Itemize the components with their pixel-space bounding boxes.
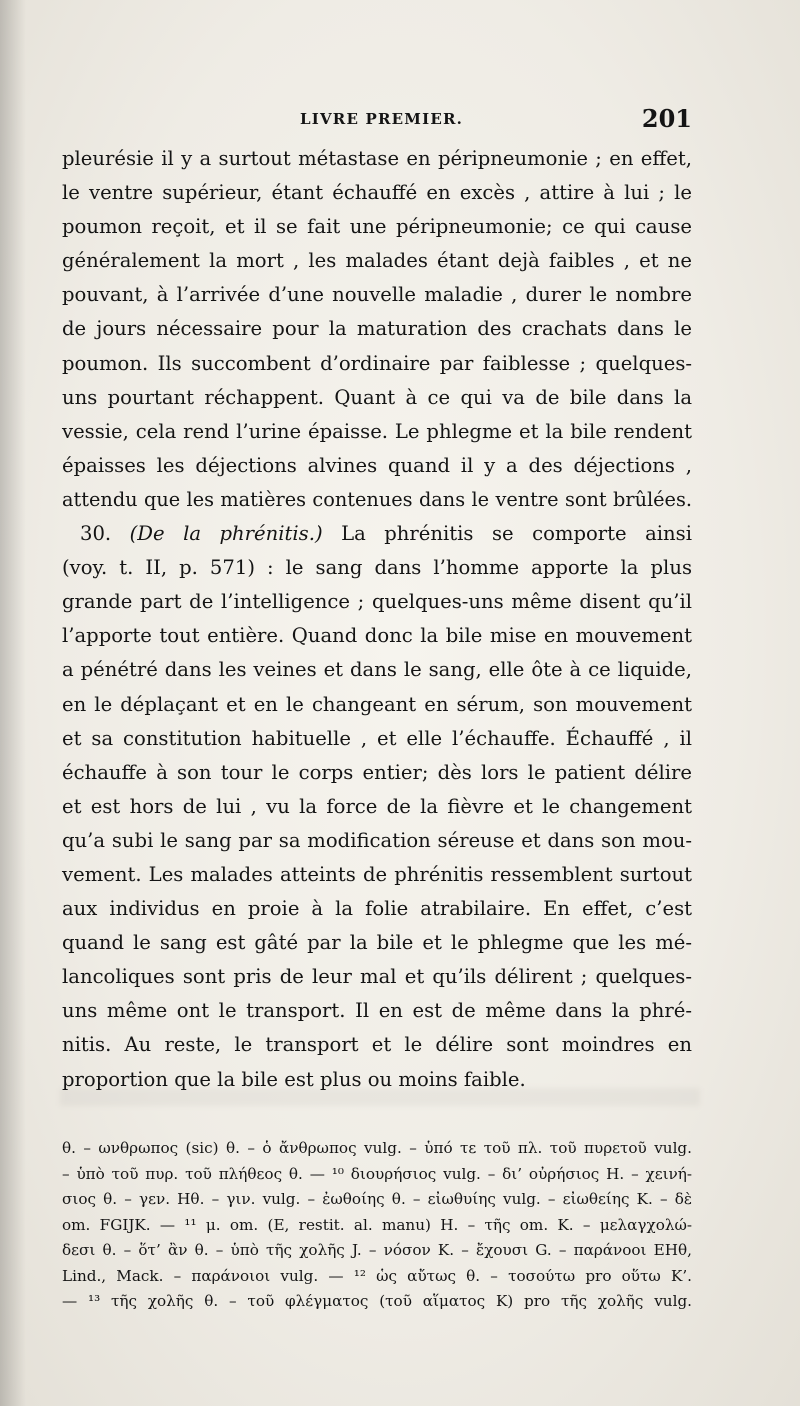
text-line: uns pourtant réchappent. Quant à ce qui va de bile dans la	[62, 385, 692, 409]
footnote-line: Lind., Mack. – παράνοιοι vulg. — ¹² ὡς αὔτως θ. – τοσούτω pro οὕτω K’.	[62, 1266, 692, 1285]
text-line: attendu que les matières contenues dans le ventre sont brûlées.	[62, 487, 692, 511]
text-line: et sa constitution habituelle , et elle l’échauffe. Échauffé , il	[62, 726, 692, 750]
text-line: épaisses les déjections alvines quand il y a des déjections ,	[62, 453, 692, 477]
text-line: l’apporte tout entière. Quand donc la bile mise en mouvement	[62, 624, 692, 648]
section-heading-line	[62, 517, 692, 551]
text-line: a pénétré dans les veines et dans le sang, elle ôte à ce liquide,	[62, 658, 692, 682]
text-line: échauffe à son tour le corps entier; dès lors le patient délire	[62, 760, 692, 784]
text-line: en le déplaçant et en le changeant en sérum, son mouvement	[62, 692, 692, 716]
text-line: proportion que la bile est plus ou moins faible.	[62, 1067, 526, 1091]
running-head	[62, 104, 692, 134]
text-line: uns même ont le transport. Il en est de même dans la phré-	[62, 999, 692, 1023]
text-line: le ventre supérieur, étant échauffé en excès , attire à lui ; le	[62, 181, 692, 205]
footnote-line: δεσι θ. – ὅτ’ ἂν θ. – ὑπὸ τῆς χολῆς J. – νόσον K. – ἔχουσι G. – παράνοοι EHθ,	[62, 1241, 692, 1259]
page-number: 201	[641, 104, 692, 133]
footnote-line: — ¹³ τῆς χολῆς θ. – τοῦ φλέγματος (τοῦ αἵματος K) pro τῆς χολῆς vulg.	[62, 1292, 692, 1310]
text-line: quand le sang est gâté par la bile et le phlegme que les mé-	[62, 931, 692, 955]
footnotes	[62, 1136, 692, 1315]
text-line: qu’a subi le sang par sa modification séreuse et dans son mou-	[62, 828, 692, 852]
page-gutter-shadow	[0, 0, 26, 1406]
section-title: (De la phrénitis.)	[129, 522, 323, 546]
text-line: nitis. Au reste, le transport et le délire sont moindres en	[62, 1033, 692, 1057]
text-line: poumon reçoit, et il se fait une péripneumonie; ce qui cause	[62, 215, 692, 239]
text-line: lancoliques sont pris de leur mal et qu’ils délirent ; quelques-	[62, 965, 692, 989]
text-line: pouvant, à l’arrivée d’une nouvelle maladie , durer le nombre	[62, 283, 692, 307]
text-line: pleurésie il y a surtout métastase en péripneumonie ; en effet,	[62, 147, 692, 170]
footnote-line: – ὑπὸ τοῦ πυρ. τοῦ πλήθεος θ. — ¹⁰ διουρήσιος vulg. – δι’ οὐρήσιος H. – χεινή-	[62, 1164, 692, 1183]
text-line: grande part de l’intelligence ; quelques-uns même disent qu’il	[62, 590, 692, 614]
text-line: généralement la mort , les malades étant dejà faibles , et ne	[62, 249, 692, 273]
footnote-line: om. FGIJK. — ¹¹ μ. om. (E, restit. al. manu) H. – τῆς om. K. – μελαγχολώ-	[62, 1215, 692, 1234]
footnote-line: σιος θ. – γεν. Hθ. – γιν. vulg. – ἐωθοίης θ. – εἰωθυίης vulg. – εἰωθείης K. – δὲ	[62, 1190, 692, 1208]
running-title: LIVRE PREMIER.	[300, 110, 464, 128]
text-line: vement. Les malades atteints de phrénitis ressemblent surtout	[62, 862, 692, 886]
text-line: et est hors de lui , vu la force de la fièvre et le changement	[62, 794, 692, 818]
main-text	[62, 142, 692, 1097]
section-first-line: La phrénitis se comporte ainsi	[341, 522, 692, 546]
footnote-line: θ. – ωνθρωπος (sic) θ. – ὁ ἄνθρωπος vulg. – ὑπό τε τοῦ πλ. τοῦ πυρετοῦ vulg.	[62, 1139, 692, 1157]
text-line: poumon. Ils succombent d’ordinaire par faiblesse ; quelques-	[62, 351, 692, 375]
text-line: vessie, cela rend l’urine épaisse. Le phlegme et la bile rendent	[62, 419, 692, 443]
text-line: de jours nécessaire pour la maturation des crachats dans le	[62, 317, 692, 341]
text-line: (voy. t. II, p. 571) : le sang dans l’homme apporte la plus	[62, 556, 692, 580]
show-through-shadow	[60, 1088, 700, 1106]
text-line: aux individus en proie à la folie atrabilaire. En effet, c’est	[62, 897, 692, 921]
section-number: 30.	[80, 522, 112, 546]
